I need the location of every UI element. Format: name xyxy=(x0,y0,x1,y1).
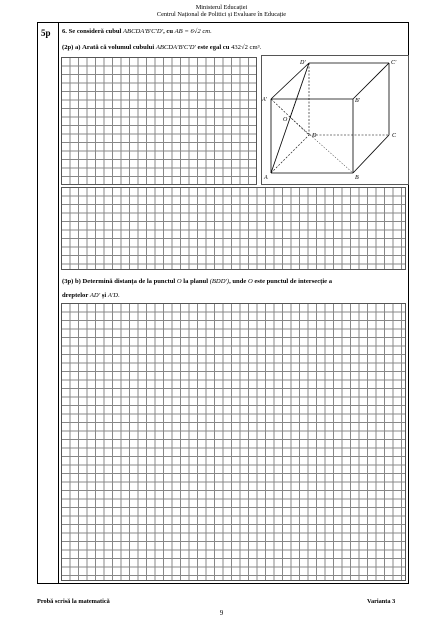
part-b-text-4: este punctul de intersecție a xyxy=(254,278,333,285)
cube-figure xyxy=(261,55,409,185)
header-line-2: Centrul Național de Politici și Evaluare în Educație xyxy=(156,11,287,18)
statement-text: Se consideră cubul xyxy=(68,28,122,35)
part-a-points: (2p) a) xyxy=(62,44,81,51)
problem-number: 6. xyxy=(62,28,67,35)
part-b-text-1: Determină distanța de la punctul xyxy=(82,278,176,285)
part-a-end: . xyxy=(259,44,262,51)
point-o-2: O xyxy=(247,278,253,285)
page-number: 9 xyxy=(219,609,224,617)
label-b-prime: B' xyxy=(355,98,360,104)
part-b-text-2: la planul xyxy=(183,278,209,285)
cube-name: ABCDA'B'C'D' xyxy=(123,28,164,35)
answer-grid-b[interactable] xyxy=(61,303,406,581)
cube-diagram xyxy=(261,55,409,185)
label-c: C xyxy=(392,133,397,139)
label-a-prime: A' xyxy=(262,97,267,103)
point-o: O xyxy=(176,278,182,285)
total-points: 5p xyxy=(41,28,51,38)
part-a-text2: este egal cu xyxy=(197,44,230,51)
label-a: A xyxy=(264,175,268,181)
label-c-prime: C' xyxy=(391,60,397,66)
answer-grid-a-continued[interactable] xyxy=(61,187,406,270)
part-a-statement xyxy=(62,44,261,52)
part-b-line-1 xyxy=(62,278,332,286)
line-a-prime-d: A'D xyxy=(107,292,119,299)
label-d: D xyxy=(312,133,317,139)
given-prefix: , cu xyxy=(163,28,173,35)
part-b-text-6: și xyxy=(101,292,107,299)
label-o: O xyxy=(283,117,288,123)
part-a-value: 432√2 cm³ xyxy=(231,44,260,51)
part-b-text-5: dreptelor xyxy=(62,292,89,299)
problem-statement: 6. Se consideră cubul ABCDA'B'C'D', cu AB = 6√2 cm. xyxy=(62,28,212,35)
plane-bdd: (BDD') xyxy=(209,278,230,285)
label-b: B xyxy=(355,175,359,181)
footer-right: Varianta 3 xyxy=(367,598,396,605)
part-b-end: . xyxy=(118,292,120,299)
part-b-line-2 xyxy=(62,292,120,300)
answer-grid-a[interactable] xyxy=(61,57,257,185)
part-a-cube: ABCDA'B'C'D' xyxy=(155,44,196,51)
header-line-1: Ministerul Educației xyxy=(195,4,248,11)
part-b-points: (3p) b) xyxy=(62,278,81,285)
footer-left: Probă scrisă la matematică xyxy=(37,598,110,605)
line-ad-prime: AD' xyxy=(89,292,101,299)
part-b-text-3: , unde xyxy=(229,278,247,285)
part-a-text: Arată că volumul cubului xyxy=(82,44,155,51)
points-column xyxy=(37,22,59,584)
label-d-prime: D' xyxy=(300,60,306,66)
given-value: AB = 6√2 cm xyxy=(174,28,211,35)
